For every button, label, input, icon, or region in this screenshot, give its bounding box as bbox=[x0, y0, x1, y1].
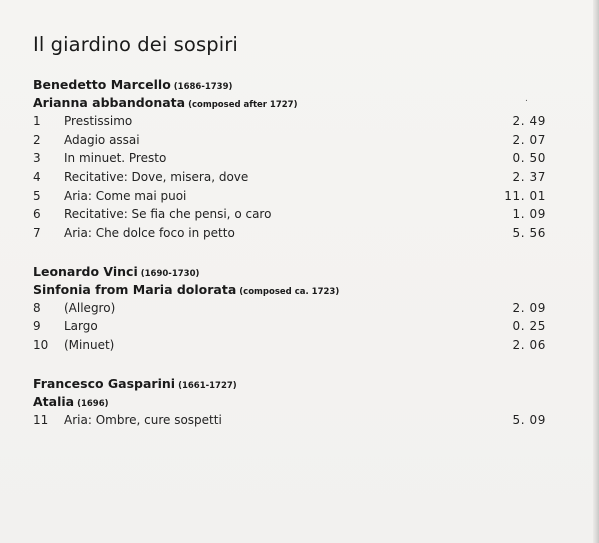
work-title: Arianna abbandonata bbox=[33, 95, 186, 110]
track-row bbox=[33, 413, 546, 430]
composer-heading bbox=[33, 264, 199, 279]
track-title: (Allegro) bbox=[64, 301, 116, 315]
composer-dates: (1661-1727) bbox=[178, 381, 237, 391]
track-number: 10 bbox=[33, 338, 49, 352]
track-duration: 2. 09 bbox=[512, 301, 546, 315]
track-row bbox=[33, 301, 546, 318]
track-duration: 2. 06 bbox=[512, 338, 546, 352]
track-duration: 2. 49 bbox=[512, 114, 546, 128]
track-row bbox=[33, 338, 546, 355]
track-duration: 11. 01 bbox=[504, 189, 546, 203]
track-title: Aria: Come mai puoi bbox=[64, 189, 187, 203]
track-title: Largo bbox=[64, 319, 98, 333]
track-duration: 0. 50 bbox=[512, 151, 546, 165]
composer-heading bbox=[33, 376, 237, 391]
track-row bbox=[33, 133, 546, 150]
work-heading bbox=[33, 282, 339, 297]
work-note: (composed ca. 1723) bbox=[239, 287, 340, 297]
work-title: Sinfonia from Maria dolorata bbox=[33, 282, 237, 297]
page-edge-shadow bbox=[593, 0, 599, 543]
track-title: Recitative: Dove, misera, dove bbox=[64, 170, 249, 184]
track-row bbox=[33, 319, 546, 336]
composer-name: Francesco Gasparini bbox=[33, 376, 176, 391]
track-title: Prestissimo bbox=[64, 114, 133, 128]
work-note: (composed after 1727) bbox=[188, 100, 298, 110]
track-number: 5 bbox=[33, 189, 41, 203]
track-number: 11 bbox=[33, 413, 49, 427]
work-heading bbox=[33, 95, 297, 110]
track-number: 6 bbox=[33, 207, 41, 221]
track-title: (Minuet) bbox=[64, 338, 115, 352]
track-title: Aria: Che dolce foco in petto bbox=[64, 226, 235, 240]
track-row bbox=[33, 226, 546, 243]
work-note: (1696) bbox=[77, 399, 109, 409]
composer-name: Benedetto Marcello bbox=[33, 77, 171, 92]
composer-dates: (1690-1730) bbox=[140, 269, 200, 279]
composer-heading bbox=[33, 77, 232, 92]
track-number: 1 bbox=[33, 114, 41, 128]
track-duration: 2. 37 bbox=[512, 170, 546, 184]
track-number: 4 bbox=[33, 170, 41, 184]
track-title: Recitative: Se fia che pensi, o caro bbox=[64, 207, 272, 221]
page-title: Il giardino dei sospiri bbox=[33, 33, 238, 56]
composer-name: Leonardo Vinci bbox=[33, 264, 138, 279]
track-duration: 1. 09 bbox=[512, 207, 546, 221]
track-title: In minuet. Presto bbox=[64, 151, 167, 165]
track-number: 3 bbox=[33, 151, 41, 165]
track-row bbox=[33, 114, 546, 131]
track-title: Aria: Ombre, cure sospetti bbox=[64, 413, 222, 427]
dot-mark: . bbox=[525, 94, 528, 104]
work-title: Atalia bbox=[33, 394, 75, 409]
track-row bbox=[33, 151, 546, 168]
track-duration: 2. 07 bbox=[512, 133, 546, 147]
track-title: Adagio assai bbox=[64, 133, 140, 147]
track-number: 9 bbox=[33, 319, 41, 333]
composer-dates: (1686-1739) bbox=[173, 82, 233, 92]
work-heading bbox=[33, 394, 109, 409]
track-row bbox=[33, 207, 546, 224]
track-row bbox=[33, 170, 546, 187]
track-duration: 0. 25 bbox=[512, 319, 546, 333]
track-row bbox=[33, 189, 546, 206]
track-duration: 5. 56 bbox=[512, 226, 546, 240]
track-duration: 5. 09 bbox=[512, 413, 546, 427]
track-number: 7 bbox=[33, 226, 41, 240]
track-number: 2 bbox=[33, 133, 41, 147]
track-number: 8 bbox=[33, 301, 41, 315]
